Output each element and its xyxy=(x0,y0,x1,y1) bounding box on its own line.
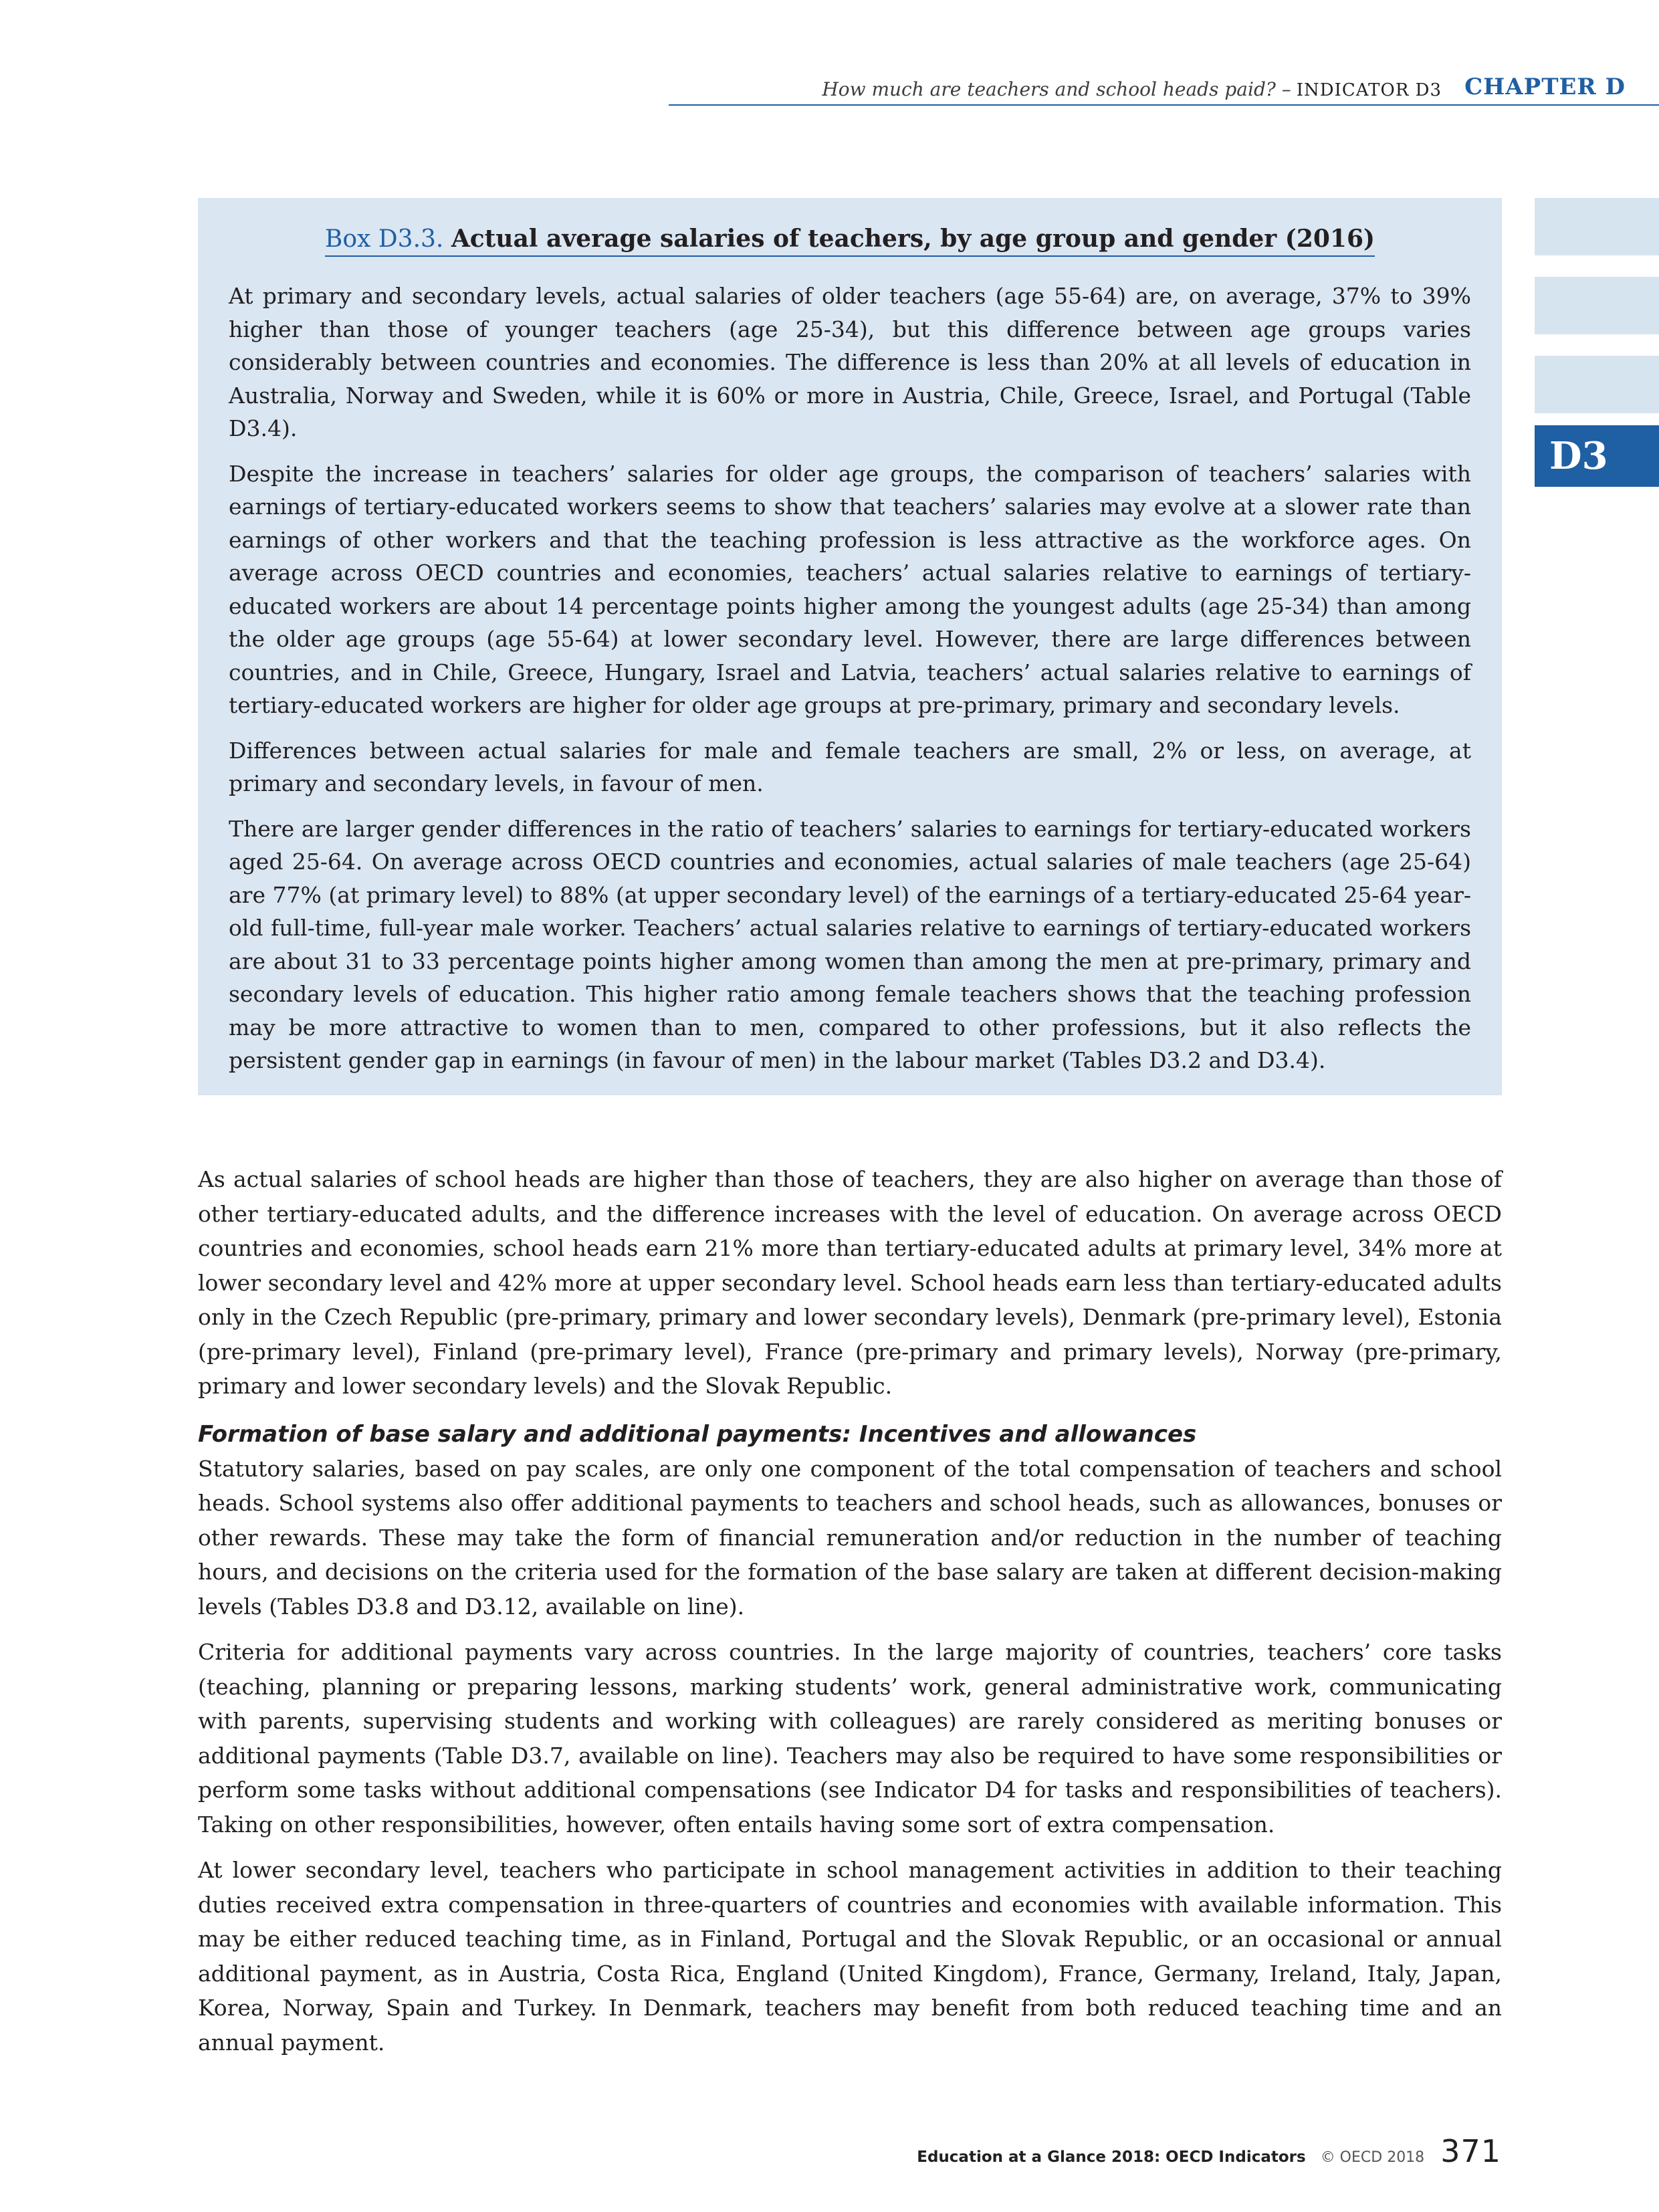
body-paragraph-intro: As actual salaries of school heads are higher than those of teachers, they are also higher on average than those of other tertiary-educated adults, and the difference increases with the level of education. On average across OECD countries and economies, school heads earn 21% more than tertiary-educated adults at primary level, 34% more at lower secondary level and 42% more at upper secondary level. School heads earn less than tertiary-educated adults only in the Czech Republic (pre-primary, primary and lower secondary levels), Denmark (pre-primary level), Estonia (pre-primary level), Finland (pre-primary level), France (pre-primary and primary levels), Norway (pre-primary, primary and lower secondary levels) and the Slovak Republic. xyxy=(198,1166,1502,1399)
box-title xyxy=(229,225,1471,253)
box-label: Box D3.3. xyxy=(324,225,444,253)
chapter-label: CHAPTER D xyxy=(1464,74,1626,100)
page-number: 371 xyxy=(1440,2133,1501,2169)
side-tab-blank-2 xyxy=(1535,277,1659,334)
main-text xyxy=(198,1162,1502,2071)
body-paragraph: Criteria for additional payments vary across countries. In the large majority of countries, teachers’ core tasks (teaching, planning or preparing lessons, marking students’ work, general administrative work, communicating with parents, supervising students and working with colleagues) are rarely considered as meriting bonuses or additional payments (Table D3.7, available on line). Teachers may also be required to have some responsibilities or perform some tasks without additional compensations (see Indicator D4 for tasks and responsibilities of teachers). Taking on other responsibilities, however, often entails having some sort of extra compensation. xyxy=(198,1639,1502,1838)
box-paragraph: Despite the increase in teachers’ salaries for older age groups, the comparison of teachers’ salaries with earnings of tertiary-educated workers seems to show that teachers’ salaries may evolve at a slower rate than earnings of other workers and that the teaching profession is less attractive as the workforce ages. On average across OECD countries and economies, teachers’ actual salaries relative to earnings of tertiary-educated workers are about 14 percentage points higher among the youngest adults (age 25-34) than among the older age groups (age 55-64) at lower secondary level. However, there are large differences between countries, and in Chile, Greece, Hungary, Israel and Latvia, teachers’ actual salaries relative to earnings of tertiary-educated workers are higher for older age groups at pre-primary, primary and secondary levels. xyxy=(229,460,1471,718)
side-tab-blank-3 xyxy=(1535,356,1659,413)
box-heading: Actual average salaries of teachers, by age group and gender (2016) xyxy=(451,225,1375,253)
running-header xyxy=(669,72,1659,106)
section-heading: Formation of base salary and additional payments: Incentives and allowances xyxy=(198,1420,1197,1448)
box-paragraph: At primary and secondary levels, actual salaries of older teachers (age 55-64) are, on average, 37% to 39% higher than those of younger teachers (age 25-34), but this difference between age groups varies considerably between countries and economies. The difference is less than 20% at all levels of education in Australia, Norway and Sweden, while it is 60% or more in Austria, Chile, Greece, Israel, and Portugal (Table D3.4). xyxy=(229,283,1471,441)
side-tab-d3: D3 xyxy=(1535,425,1659,487)
page-footer xyxy=(917,2133,1501,2169)
running-title: How much are teachers and school heads paid? – xyxy=(822,78,1291,100)
box-paragraph: Differences between actual salaries for male and female teachers are small, 2% or less, on average, at primary and secondary levels, in favour of men. xyxy=(229,737,1471,796)
box-d3-3 xyxy=(198,198,1502,1095)
side-tabs xyxy=(1535,198,1659,508)
copyright: © OECD 2018 xyxy=(1320,2149,1425,2166)
publication-title: Education at a Glance 2018: OECD Indicators xyxy=(917,2148,1306,2166)
body-paragraph: At lower secondary level, teachers who participate in school management activities in addition to their teaching duties received extra compensation in three-quarters of countries and economies with available information. This may be either reduced teaching time, as in Finland, Portugal and the Slovak Republic, or an occasional or annual additional payment, as in Austria, Costa Rica, England (United Kingdom), France, Germany, Ireland, Italy, Japan, Korea, Norway, Spain and Turkey. In Denmark, teachers may benefit from both reduced teaching time and an annual payment. xyxy=(198,1857,1502,2056)
body-paragraph: Statutory salaries, based on pay scales, are only one component of the total compensation of teachers and school heads. School systems also offer additional payments to teachers and school heads, such as allowances, bonuses or other rewards. These may take the form of financial remuneration and/or reduction in the number of teaching hours, and decisions on the criteria used for the formation of the base salary are taken at different decision-making levels (Tables D3.8 and D3.12, available on line). xyxy=(198,1455,1502,1620)
indicator-label: INDICATOR D3 xyxy=(1296,80,1442,100)
box-paragraph: There are larger gender differences in the ratio of teachers’ salaries to earnings for tertiary-educated workers aged 25-64. On average across OECD countries and economies, actual salaries of male teachers (age 25-64) are 77% (at primary level) to 88% (at upper secondary level) of the earnings of a tertiary-educated 25-64 year-old full-time, full-year male worker. Teachers’ actual salaries relative to earnings of tertiary-educated workers are about 31 to 33 percentage points higher among women than among the men at pre-primary, primary and secondary levels of education. This higher ratio among female teachers shows that the teaching profession may be more attractive to women than to men, compared to other professions, but it also reflects the persistent gender gap in earnings (in favour of men) in the labour market (Tables D3.2 and D3.4). xyxy=(229,815,1471,1073)
side-tab-blank-1 xyxy=(1535,198,1659,255)
